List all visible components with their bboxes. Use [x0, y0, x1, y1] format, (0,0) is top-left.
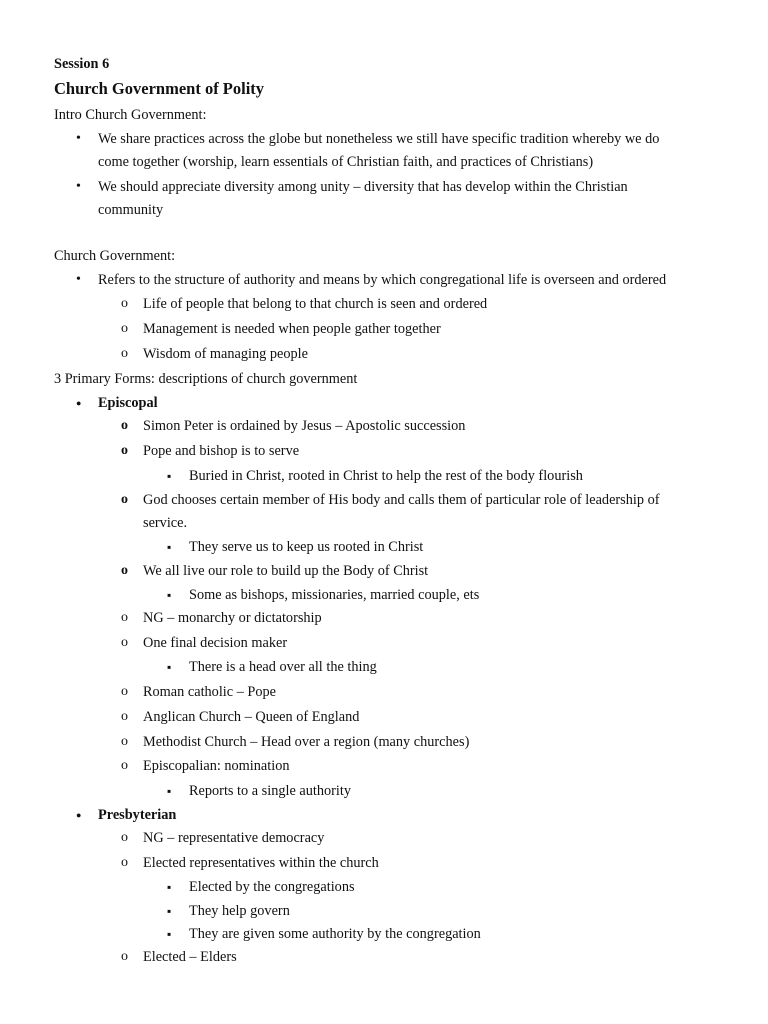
sub-bullet-marker [121, 757, 128, 775]
episcopal-item: Roman catholic – Pope [143, 684, 277, 700]
page-title: Church Government of Polity [54, 79, 265, 98]
episcopal-item: Anglican Church – Queen of England [143, 709, 360, 725]
sub-bullet-marker [121, 708, 128, 726]
gov-sub-3: Wisdom of managing people [143, 346, 308, 362]
sub-bullet-marker [121, 295, 128, 313]
sub-bullet-marker [121, 491, 128, 509]
presbyterian-item: Elected representatives within the church [143, 855, 379, 871]
episcopal-item: God chooses certain member of His body and calls them of particular role of leadership of [143, 492, 660, 508]
bullet-marker [76, 394, 81, 414]
sub-bullet-marker [121, 829, 128, 847]
episcopal-subitem: Some as bishops, missionaries, married couple, ets [189, 587, 480, 603]
episcopal-item: We all live our role to build up the Body of Christ [143, 563, 429, 579]
episcopal-item: NG – monarchy or dictatorship [143, 610, 322, 626]
gov-bullet: Refers to the structure of authority and means by which congregational life is overseen and ordered [98, 272, 667, 288]
square-bullet-marker [167, 658, 171, 677]
episcopal-item: Episcopalian: nomination [143, 758, 290, 774]
bullet-marker [76, 130, 81, 148]
episcopal-subitem: There is a head over all the thing [189, 659, 377, 675]
episcopal-subitem: They serve us to keep us rooted in Christ [189, 539, 424, 555]
session-label: Session 6 [54, 56, 110, 72]
square-bullet-marker [167, 586, 171, 605]
episcopal-subitem: Buried in Christ, rooted in Christ to help the rest of the body flourish [189, 468, 583, 484]
intro-bullet-1-line-2: come together (worship, learn essentials of Christian faith, and practices of Christians) [98, 154, 594, 170]
gov-sub-1: Life of people that belong to that church is seen and ordered [143, 296, 488, 312]
bullet-marker [76, 178, 81, 196]
presbyterian-item: Elected – Elders [143, 949, 237, 965]
gov-heading: Church Government: [54, 248, 176, 264]
presbyterian-subitem: They are given some authority by the congregation [189, 926, 481, 942]
bullet-marker [76, 806, 81, 826]
bullet-marker [76, 271, 81, 289]
episcopal-item: Methodist Church – Head over a region (many churches) [143, 734, 470, 750]
square-bullet-marker [167, 925, 171, 944]
sub-bullet-marker [121, 345, 128, 363]
sub-bullet-marker [121, 634, 128, 652]
sub-bullet-marker [121, 609, 128, 627]
sub-bullet-marker [121, 562, 128, 580]
square-bullet-marker [167, 467, 171, 486]
episcopal-item-continued: service. [143, 515, 188, 531]
square-bullet-marker [167, 878, 171, 897]
episcopal-item: One final decision maker [143, 635, 288, 651]
sub-bullet-marker [121, 948, 128, 966]
sub-bullet-marker [121, 442, 128, 460]
episcopal-subitem: Reports to a single authority [189, 783, 352, 799]
square-bullet-marker [167, 782, 171, 801]
forms-heading: 3 Primary Forms: descriptions of church government [54, 371, 358, 387]
sub-bullet-marker [121, 854, 128, 872]
sub-bullet-marker [121, 733, 128, 751]
intro-bullet-1-line-1: We share practices across the globe but nonetheless we still have specific tradition whereby we do [98, 131, 660, 147]
episcopal-item: Simon Peter is ordained by Jesus – Apostolic succession [143, 418, 466, 434]
gov-sub-2: Management is needed when people gather together [143, 321, 441, 337]
presbyterian-subitem: Elected by the congregations [189, 879, 355, 895]
episcopal-item: Pope and bishop is to serve [143, 443, 300, 459]
square-bullet-marker [167, 538, 171, 557]
square-bullet-marker [167, 902, 171, 921]
presbyterian-item: NG – representative democracy [143, 830, 325, 846]
sub-bullet-marker [121, 320, 128, 338]
sub-bullet-marker [121, 683, 128, 701]
intro-bullet-2-line-1: We should appreciate diversity among unity – diversity that has develop within the Christian [98, 179, 628, 195]
episcopal-label: Episcopal [98, 395, 158, 411]
intro-heading: Intro Church Government: [54, 107, 207, 123]
presbyterian-label: Presbyterian [98, 807, 177, 823]
presbyterian-subitem: They help govern [189, 903, 290, 919]
intro-bullet-2-line-2: community [98, 202, 164, 218]
sub-bullet-marker [121, 417, 128, 435]
